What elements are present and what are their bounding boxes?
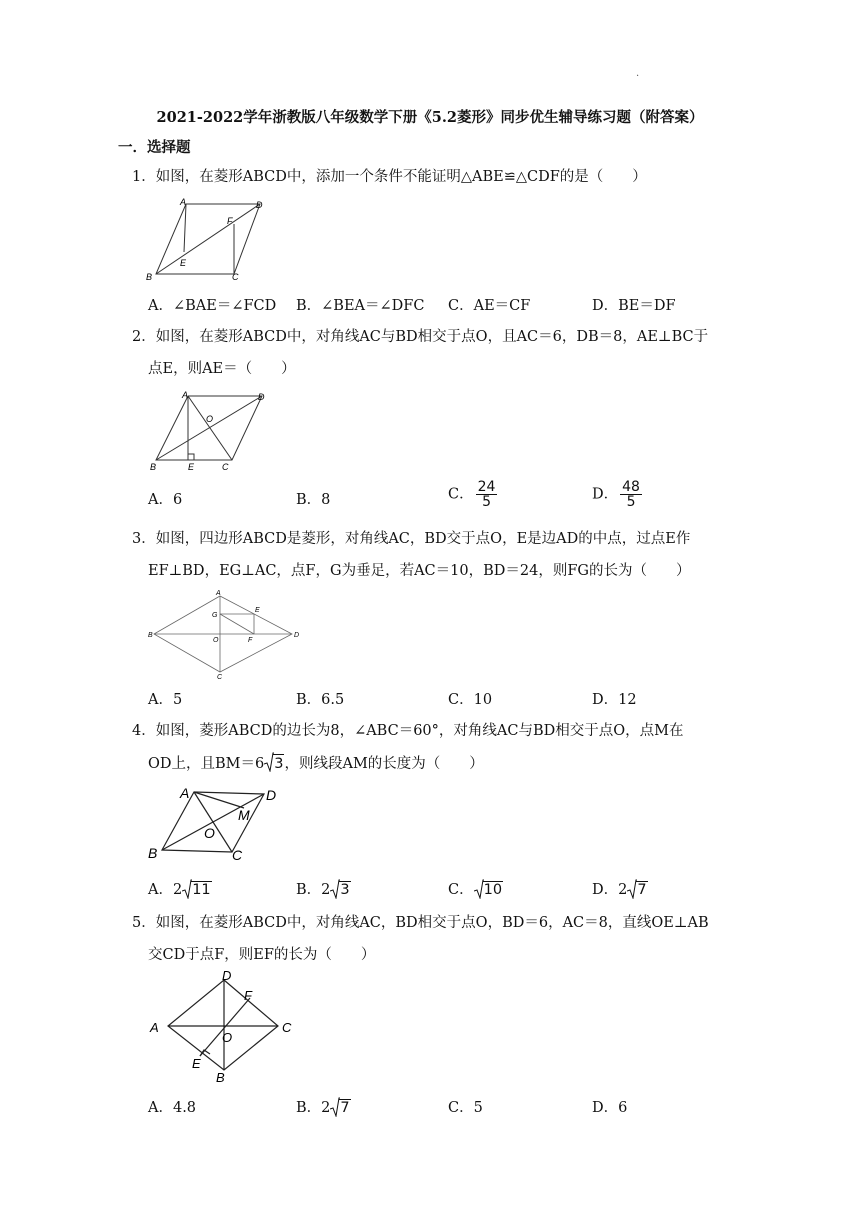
q3-option-a: A．5 (148, 692, 183, 708)
label-b: B (146, 272, 153, 282)
question-2-line-2: 点E，则AE＝（ ） (148, 361, 296, 377)
q5-option-a: A．4.8 (148, 1100, 197, 1116)
q4-option-a: A．2 11 (148, 882, 211, 898)
label-e: E (188, 462, 195, 472)
question-2-line-1: 2．如图，在菱形ABCD中，对角线AC与BD相交于点O，且AC＝6，DB＝8，AE⊥BC于 (132, 329, 709, 345)
label-a: A (180, 785, 190, 801)
label-d: D (266, 787, 277, 803)
label-m: M (238, 807, 250, 823)
question-3-figure (144, 588, 304, 680)
label-c: C (282, 1020, 292, 1035)
question-4-line-1: 4．如图，菱形ABCD的边长为8，∠ABC＝60°，对角线AC与BD相交于点O，点M在 (132, 723, 684, 739)
question-1-text: 1．如图，在菱形ABCD中，添加一个条件不能证明△ABE≌△CDF的是（ ） (132, 169, 647, 185)
q1-option-d: D．BE＝DF (592, 298, 676, 314)
label-c: C (222, 462, 229, 472)
label-c: C (217, 674, 223, 680)
q2-option-d: D． $\frac{48}{5}$ (592, 479, 640, 510)
question-1-figure (142, 196, 274, 284)
q3-option-c: C．10 (448, 692, 493, 708)
label-a: A (182, 390, 189, 400)
label-b: B (150, 462, 157, 472)
label-o: O (213, 637, 219, 644)
q1-option-b: B．∠BEA＝∠DFC (296, 298, 425, 314)
question-4-line-2: OD上，且BM＝6 3，则线段AM的长度为（ ） (148, 754, 758, 773)
question-2-figure (144, 388, 274, 474)
question-5-figure (144, 970, 304, 1086)
label-o: O (206, 414, 214, 424)
q1-option-a: A．∠BAE＝∠FCD (148, 298, 277, 314)
q4-option-c: C． 10 (448, 882, 503, 898)
page-mark: . (636, 68, 640, 79)
label-d: D (222, 970, 232, 983)
q5-option-c: C．5 (448, 1100, 483, 1116)
question-3-line-1: 3．如图，四边形ABCD是菱形，对角线AC，BD交于点O，E是边AD的中点，过点E作 (132, 531, 691, 547)
label-d: D (294, 632, 300, 639)
section-heading: 一．选择题 (118, 139, 191, 156)
question-4-figure (144, 782, 284, 866)
label-a: A (216, 590, 221, 597)
q1-option-c: C．AE＝CF (448, 298, 531, 314)
label-a: A (150, 1020, 159, 1035)
q3-option-d: D．12 (592, 692, 637, 708)
q2-option-c: C． $\frac{24}{5}$ (448, 479, 496, 510)
label-b: B (216, 1070, 225, 1085)
label-g: G (212, 612, 218, 619)
label-e: E (192, 1056, 201, 1071)
label-o: O (204, 825, 215, 841)
q2-option-b: B．8 (296, 492, 331, 508)
question-3-line-2: EF⊥BD，EG⊥AC，点F，G为垂足，若AC＝10，BD＝24，则FG的长为（ ） (148, 563, 691, 579)
label-c: C (232, 847, 243, 863)
q4-option-d: D．2 7 (592, 882, 647, 898)
q3-option-b: B．6.5 (296, 692, 345, 708)
q5-option-b: B．2 7 (296, 1100, 350, 1116)
label-b: B (148, 845, 158, 861)
label-c: C (232, 272, 239, 282)
question-5-line-1: 5．如图，在菱形ABCD中，对角线AC，BD相交于点O，BD＝6，AC＝8，直线OE⊥AB (132, 915, 709, 931)
question-5-line-2: 交CD于点F，则EF的长为（ ） (148, 947, 376, 963)
label-f: F (227, 216, 233, 226)
label-e: E (180, 258, 187, 268)
label-f: F (244, 988, 252, 1003)
q2-option-a: A．6 (148, 492, 183, 508)
q4-option-b: B．2 3 (296, 882, 350, 898)
label-b: B (148, 632, 153, 639)
label-a: A (180, 197, 187, 207)
label-d: D (258, 392, 265, 402)
q5-option-d: D．6 (592, 1100, 628, 1116)
label-o: O (222, 1030, 233, 1045)
label-e: E (255, 607, 260, 614)
label-f: F (248, 637, 253, 644)
document-title: 2021-2022学年浙教版八年级数学下册《5.2菱形》同步优生辅导练习题（附答案） (156, 109, 704, 126)
label-d: D (256, 200, 263, 210)
